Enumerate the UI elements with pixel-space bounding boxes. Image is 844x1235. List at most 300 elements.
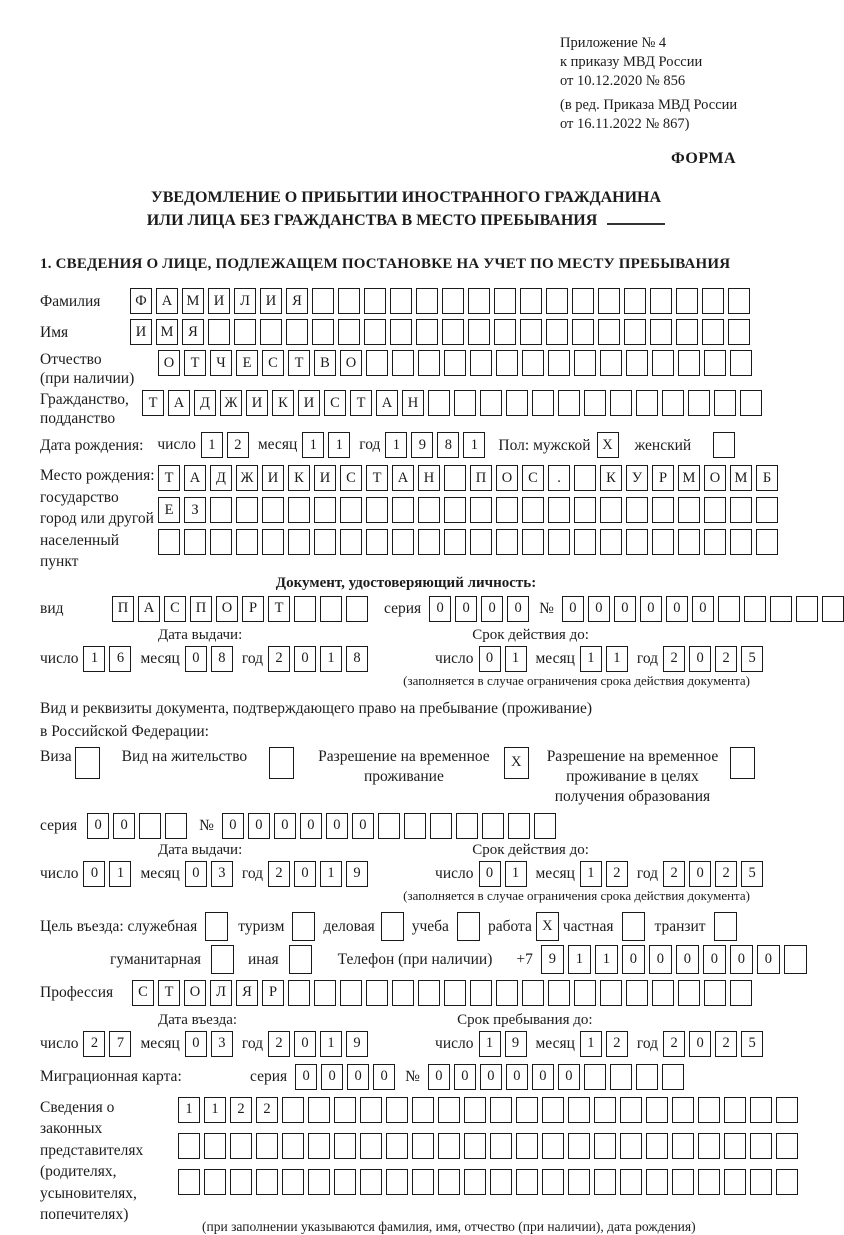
char-box[interactable] xyxy=(320,596,342,622)
identity-issue-day[interactable] xyxy=(83,646,131,672)
char-box[interactable]: 8 xyxy=(346,646,368,672)
char-box[interactable] xyxy=(770,596,792,622)
char-box[interactable] xyxy=(392,529,414,555)
char-box[interactable]: М xyxy=(156,319,178,345)
char-box[interactable]: 1 xyxy=(568,945,591,974)
char-box[interactable]: X xyxy=(597,432,619,458)
char-box[interactable] xyxy=(381,912,404,941)
char-box[interactable] xyxy=(598,319,620,345)
char-box[interactable]: X xyxy=(504,747,529,779)
char-box[interactable] xyxy=(728,319,750,345)
char-box[interactable]: 0 xyxy=(532,1064,554,1090)
char-box[interactable] xyxy=(286,319,308,345)
legal-reps-boxes-row1[interactable] xyxy=(178,1097,798,1123)
char-box[interactable]: 0 xyxy=(185,1031,207,1057)
char-box[interactable] xyxy=(340,980,362,1006)
char-box[interactable]: 2 xyxy=(606,861,628,887)
char-box[interactable]: 1 xyxy=(109,861,131,887)
char-box[interactable]: С xyxy=(132,980,154,1006)
char-box[interactable]: 0 xyxy=(326,813,348,839)
char-box[interactable] xyxy=(288,980,310,1006)
char-box[interactable]: А xyxy=(392,465,414,491)
char-box[interactable] xyxy=(522,350,544,376)
char-box[interactable] xyxy=(572,319,594,345)
char-box[interactable]: 0 xyxy=(480,1064,502,1090)
char-box[interactable] xyxy=(282,1097,304,1123)
birth-day-boxes[interactable] xyxy=(201,432,249,458)
char-box[interactable]: 0 xyxy=(83,861,105,887)
char-box[interactable] xyxy=(688,390,710,416)
residence-issue-month[interactable] xyxy=(185,861,233,887)
char-box[interactable]: 1 xyxy=(463,432,485,458)
char-box[interactable] xyxy=(496,980,518,1006)
char-box[interactable]: 0 xyxy=(373,1064,395,1090)
char-box[interactable]: У xyxy=(626,465,648,491)
char-box[interactable] xyxy=(678,350,700,376)
char-box[interactable] xyxy=(636,390,658,416)
char-box[interactable]: 0 xyxy=(703,945,726,974)
birth-month-boxes[interactable] xyxy=(302,432,350,458)
char-box[interactable] xyxy=(594,1133,616,1159)
char-box[interactable]: А xyxy=(156,288,178,314)
entry-month[interactable] xyxy=(185,1031,233,1057)
char-box[interactable] xyxy=(75,747,100,779)
purpose-other-checkbox[interactable] xyxy=(289,945,312,974)
char-box[interactable] xyxy=(496,497,518,523)
char-box[interactable] xyxy=(756,529,778,555)
char-box[interactable] xyxy=(744,596,766,622)
char-box[interactable] xyxy=(346,596,368,622)
char-box[interactable] xyxy=(678,529,700,555)
char-box[interactable] xyxy=(444,980,466,1006)
identity-vid-boxes[interactable] xyxy=(112,596,368,622)
char-box[interactable]: 2 xyxy=(227,432,249,458)
char-box[interactable] xyxy=(444,350,466,376)
char-box[interactable]: В xyxy=(314,350,336,376)
char-box[interactable] xyxy=(470,350,492,376)
char-box[interactable]: 0 xyxy=(689,1031,711,1057)
char-box[interactable] xyxy=(364,319,386,345)
char-box[interactable]: 0 xyxy=(479,861,501,887)
char-box[interactable]: 1 xyxy=(83,646,105,672)
char-box[interactable]: Ч xyxy=(210,350,232,376)
char-box[interactable] xyxy=(718,596,740,622)
char-box[interactable] xyxy=(652,529,674,555)
char-box[interactable] xyxy=(494,319,516,345)
char-box[interactable] xyxy=(184,529,206,555)
char-box[interactable] xyxy=(312,319,334,345)
char-box[interactable]: 2 xyxy=(663,861,685,887)
char-box[interactable] xyxy=(457,912,480,941)
char-box[interactable]: Т xyxy=(268,596,290,622)
char-box[interactable] xyxy=(698,1097,720,1123)
char-box[interactable]: Я xyxy=(182,319,204,345)
char-box[interactable]: 0 xyxy=(87,813,109,839)
char-box[interactable] xyxy=(416,319,438,345)
visa-checkbox[interactable] xyxy=(75,747,100,779)
char-box[interactable] xyxy=(650,288,672,314)
char-box[interactable] xyxy=(713,432,735,458)
char-box[interactable] xyxy=(490,1169,512,1195)
char-box[interactable] xyxy=(456,813,478,839)
surname-boxes[interactable] xyxy=(130,288,750,314)
entry-day[interactable] xyxy=(83,1031,131,1057)
char-box[interactable] xyxy=(678,980,700,1006)
char-box[interactable] xyxy=(568,1169,590,1195)
char-box[interactable]: 1 xyxy=(580,861,602,887)
char-box[interactable] xyxy=(704,497,726,523)
char-box[interactable] xyxy=(516,1169,538,1195)
char-box[interactable] xyxy=(724,1133,746,1159)
char-box[interactable]: 0 xyxy=(689,861,711,887)
char-box[interactable]: И xyxy=(246,390,268,416)
char-box[interactable] xyxy=(796,596,818,622)
birth-year-boxes[interactable] xyxy=(385,432,485,458)
migration-number-boxes[interactable] xyxy=(428,1064,684,1090)
char-box[interactable]: Е xyxy=(236,350,258,376)
char-box[interactable]: П xyxy=(190,596,212,622)
char-box[interactable] xyxy=(730,497,752,523)
char-box[interactable]: 2 xyxy=(268,646,290,672)
char-box[interactable]: Т xyxy=(350,390,372,416)
char-box[interactable]: 0 xyxy=(248,813,270,839)
char-box[interactable] xyxy=(334,1097,356,1123)
char-box[interactable] xyxy=(740,390,762,416)
char-box[interactable]: О xyxy=(340,350,362,376)
char-box[interactable] xyxy=(600,497,622,523)
char-box[interactable] xyxy=(236,529,258,555)
char-box[interactable] xyxy=(334,1169,356,1195)
char-box[interactable]: 0 xyxy=(294,646,316,672)
char-box[interactable] xyxy=(714,912,737,941)
birthplace-boxes-row2[interactable] xyxy=(158,497,778,523)
char-box[interactable] xyxy=(236,497,258,523)
char-box[interactable] xyxy=(292,912,315,941)
char-box[interactable]: Т xyxy=(158,980,180,1006)
char-box[interactable]: И xyxy=(208,288,230,314)
char-box[interactable]: 2 xyxy=(230,1097,252,1123)
char-box[interactable] xyxy=(494,288,516,314)
char-box[interactable] xyxy=(594,1097,616,1123)
char-box[interactable] xyxy=(340,497,362,523)
char-box[interactable] xyxy=(724,1169,746,1195)
char-box[interactable]: И xyxy=(298,390,320,416)
char-box[interactable] xyxy=(360,1133,382,1159)
char-box[interactable] xyxy=(750,1169,772,1195)
char-box[interactable]: 9 xyxy=(505,1031,527,1057)
char-box[interactable] xyxy=(662,390,684,416)
char-box[interactable] xyxy=(522,529,544,555)
char-box[interactable]: 0 xyxy=(294,861,316,887)
char-box[interactable]: Ж xyxy=(220,390,242,416)
char-box[interactable] xyxy=(516,1133,538,1159)
char-box[interactable] xyxy=(269,747,294,779)
char-box[interactable] xyxy=(624,319,646,345)
residence-issue-year[interactable] xyxy=(268,861,368,887)
identity-valid-day[interactable] xyxy=(479,646,527,672)
char-box[interactable]: 0 xyxy=(562,596,584,622)
char-box[interactable] xyxy=(594,1169,616,1195)
char-box[interactable]: С xyxy=(522,465,544,491)
char-box[interactable]: 0 xyxy=(622,945,645,974)
char-box[interactable]: 0 xyxy=(321,1064,343,1090)
char-box[interactable] xyxy=(386,1133,408,1159)
char-box[interactable]: Н xyxy=(418,465,440,491)
char-box[interactable]: 0 xyxy=(295,1064,317,1090)
char-box[interactable]: Р xyxy=(652,465,674,491)
char-box[interactable] xyxy=(204,1133,226,1159)
char-box[interactable]: 0 xyxy=(185,646,207,672)
char-box[interactable] xyxy=(360,1097,382,1123)
char-box[interactable] xyxy=(314,497,336,523)
char-box[interactable]: 2 xyxy=(268,861,290,887)
char-box[interactable] xyxy=(546,288,568,314)
char-box[interactable] xyxy=(532,390,554,416)
char-box[interactable] xyxy=(234,319,256,345)
residence-permit-checkbox[interactable] xyxy=(269,747,294,779)
stay-year[interactable] xyxy=(663,1031,763,1057)
char-box[interactable] xyxy=(444,529,466,555)
char-box[interactable]: 1 xyxy=(505,861,527,887)
char-box[interactable]: Т xyxy=(142,390,164,416)
char-box[interactable] xyxy=(600,980,622,1006)
char-box[interactable] xyxy=(678,497,700,523)
migration-seria-boxes[interactable] xyxy=(295,1064,395,1090)
char-box[interactable]: . xyxy=(548,465,570,491)
char-box[interactable]: 1 xyxy=(385,432,407,458)
char-box[interactable]: Я xyxy=(236,980,258,1006)
char-box[interactable] xyxy=(468,319,490,345)
identity-issue-year[interactable] xyxy=(268,646,368,672)
char-box[interactable]: 0 xyxy=(274,813,296,839)
char-box[interactable] xyxy=(289,945,312,974)
char-box[interactable]: 6 xyxy=(109,646,131,672)
char-box[interactable] xyxy=(534,813,556,839)
char-box[interactable] xyxy=(756,497,778,523)
char-box[interactable]: Л xyxy=(234,288,256,314)
char-box[interactable] xyxy=(704,980,726,1006)
char-box[interactable]: 0 xyxy=(506,1064,528,1090)
char-box[interactable] xyxy=(574,980,596,1006)
char-box[interactable]: 1 xyxy=(580,1031,602,1057)
char-box[interactable]: 7 xyxy=(109,1031,131,1057)
char-box[interactable]: Е xyxy=(158,497,180,523)
char-box[interactable] xyxy=(438,1133,460,1159)
char-box[interactable] xyxy=(598,288,620,314)
identity-issue-month[interactable] xyxy=(185,646,233,672)
char-box[interactable]: 1 xyxy=(479,1031,501,1057)
char-box[interactable] xyxy=(776,1097,798,1123)
citizenship-boxes[interactable] xyxy=(142,390,762,416)
char-box[interactable] xyxy=(294,596,316,622)
char-box[interactable] xyxy=(548,980,570,1006)
char-box[interactable]: 0 xyxy=(666,596,688,622)
char-box[interactable] xyxy=(418,980,440,1006)
char-box[interactable]: З xyxy=(184,497,206,523)
char-box[interactable] xyxy=(308,1133,330,1159)
char-box[interactable] xyxy=(714,390,736,416)
char-box[interactable] xyxy=(574,529,596,555)
char-box[interactable] xyxy=(260,319,282,345)
char-box[interactable] xyxy=(364,288,386,314)
char-box[interactable] xyxy=(204,1169,226,1195)
char-box[interactable] xyxy=(626,980,648,1006)
char-box[interactable] xyxy=(211,945,234,974)
char-box[interactable] xyxy=(626,350,648,376)
char-box[interactable] xyxy=(366,980,388,1006)
char-box[interactable] xyxy=(548,350,570,376)
char-box[interactable] xyxy=(262,529,284,555)
residence-valid-month[interactable] xyxy=(580,861,628,887)
char-box[interactable] xyxy=(672,1133,694,1159)
char-box[interactable] xyxy=(626,529,648,555)
char-box[interactable] xyxy=(418,529,440,555)
char-box[interactable] xyxy=(662,1064,684,1090)
char-box[interactable]: 0 xyxy=(479,646,501,672)
char-box[interactable]: А xyxy=(168,390,190,416)
char-box[interactable] xyxy=(418,350,440,376)
char-box[interactable] xyxy=(568,1133,590,1159)
char-box[interactable] xyxy=(468,288,490,314)
char-box[interactable]: 5 xyxy=(741,646,763,672)
char-box[interactable]: 0 xyxy=(649,945,672,974)
char-box[interactable] xyxy=(522,497,544,523)
char-box[interactable] xyxy=(360,1169,382,1195)
char-box[interactable] xyxy=(205,912,228,941)
char-box[interactable]: 2 xyxy=(256,1097,278,1123)
char-box[interactable]: К xyxy=(600,465,622,491)
char-box[interactable] xyxy=(542,1169,564,1195)
purpose-tourism-checkbox[interactable] xyxy=(292,912,315,941)
char-box[interactable]: Т xyxy=(288,350,310,376)
char-box[interactable] xyxy=(822,596,844,622)
char-box[interactable] xyxy=(412,1169,434,1195)
char-box[interactable]: 0 xyxy=(455,596,477,622)
char-box[interactable] xyxy=(542,1133,564,1159)
char-box[interactable] xyxy=(256,1133,278,1159)
purpose-private-checkbox[interactable] xyxy=(622,912,645,941)
char-box[interactable]: А xyxy=(184,465,206,491)
char-box[interactable]: Т xyxy=(366,465,388,491)
char-box[interactable]: 1 xyxy=(204,1097,226,1123)
char-box[interactable] xyxy=(378,813,400,839)
char-box[interactable] xyxy=(724,1097,746,1123)
char-box[interactable]: X xyxy=(536,912,559,941)
char-box[interactable]: 2 xyxy=(715,1031,737,1057)
char-box[interactable]: О xyxy=(496,465,518,491)
char-box[interactable] xyxy=(652,497,674,523)
char-box[interactable] xyxy=(444,497,466,523)
char-box[interactable]: П xyxy=(112,596,134,622)
profession-boxes[interactable] xyxy=(132,980,752,1006)
char-box[interactable]: Б xyxy=(756,465,778,491)
char-box[interactable]: 1 xyxy=(505,646,527,672)
birthplace-boxes-row1[interactable] xyxy=(158,465,778,491)
char-box[interactable] xyxy=(728,288,750,314)
char-box[interactable] xyxy=(496,350,518,376)
char-box[interactable] xyxy=(158,529,180,555)
char-box[interactable] xyxy=(646,1169,668,1195)
char-box[interactable] xyxy=(776,1133,798,1159)
char-box[interactable] xyxy=(676,288,698,314)
identity-valid-year[interactable] xyxy=(663,646,763,672)
char-box[interactable]: Я xyxy=(286,288,308,314)
char-box[interactable]: А xyxy=(138,596,160,622)
char-box[interactable] xyxy=(574,350,596,376)
char-box[interactable]: 9 xyxy=(346,861,368,887)
char-box[interactable] xyxy=(416,288,438,314)
char-box[interactable]: 2 xyxy=(715,646,737,672)
char-box[interactable]: 1 xyxy=(320,646,342,672)
char-box[interactable] xyxy=(490,1097,512,1123)
char-box[interactable] xyxy=(442,288,464,314)
char-box[interactable] xyxy=(704,529,726,555)
char-box[interactable] xyxy=(542,1097,564,1123)
char-box[interactable] xyxy=(646,1133,668,1159)
char-box[interactable]: 0 xyxy=(481,596,503,622)
char-box[interactable]: Т xyxy=(184,350,206,376)
char-box[interactable] xyxy=(610,390,632,416)
purpose-work-checkbox[interactable] xyxy=(536,912,559,941)
char-box[interactable] xyxy=(282,1133,304,1159)
char-box[interactable]: 1 xyxy=(302,432,324,458)
char-box[interactable]: 5 xyxy=(741,1031,763,1057)
char-box[interactable]: 1 xyxy=(328,432,350,458)
char-box[interactable]: М xyxy=(678,465,700,491)
entry-year[interactable] xyxy=(268,1031,368,1057)
char-box[interactable]: 0 xyxy=(676,945,699,974)
char-box[interactable] xyxy=(750,1097,772,1123)
purpose-humanitarian-checkbox[interactable] xyxy=(211,945,234,974)
residence-number-boxes[interactable] xyxy=(222,813,556,839)
char-box[interactable]: К xyxy=(272,390,294,416)
char-box[interactable] xyxy=(626,497,648,523)
char-box[interactable]: 0 xyxy=(757,945,780,974)
char-box[interactable] xyxy=(392,497,414,523)
char-box[interactable] xyxy=(412,1133,434,1159)
char-box[interactable]: 0 xyxy=(689,646,711,672)
char-box[interactable] xyxy=(730,980,752,1006)
char-box[interactable]: 9 xyxy=(346,1031,368,1057)
char-box[interactable] xyxy=(418,497,440,523)
char-box[interactable] xyxy=(622,912,645,941)
char-box[interactable] xyxy=(404,813,426,839)
char-box[interactable]: 9 xyxy=(411,432,433,458)
char-box[interactable] xyxy=(178,1133,200,1159)
char-box[interactable] xyxy=(482,813,504,839)
char-box[interactable] xyxy=(444,465,466,491)
char-box[interactable] xyxy=(334,1133,356,1159)
char-box[interactable]: О xyxy=(158,350,180,376)
char-box[interactable] xyxy=(230,1169,252,1195)
char-box[interactable] xyxy=(412,1097,434,1123)
char-box[interactable]: 1 xyxy=(580,646,602,672)
char-box[interactable] xyxy=(208,319,230,345)
char-box[interactable] xyxy=(702,319,724,345)
stay-day[interactable] xyxy=(479,1031,527,1057)
char-box[interactable] xyxy=(470,529,492,555)
char-box[interactable] xyxy=(256,1169,278,1195)
char-box[interactable] xyxy=(730,529,752,555)
patronymic-boxes[interactable] xyxy=(158,350,752,376)
char-box[interactable] xyxy=(390,319,412,345)
char-box[interactable] xyxy=(496,529,518,555)
char-box[interactable]: 0 xyxy=(692,596,714,622)
char-box[interactable] xyxy=(508,813,530,839)
char-box[interactable]: М xyxy=(730,465,752,491)
char-box[interactable]: Н xyxy=(402,390,424,416)
char-box[interactable]: И xyxy=(314,465,336,491)
